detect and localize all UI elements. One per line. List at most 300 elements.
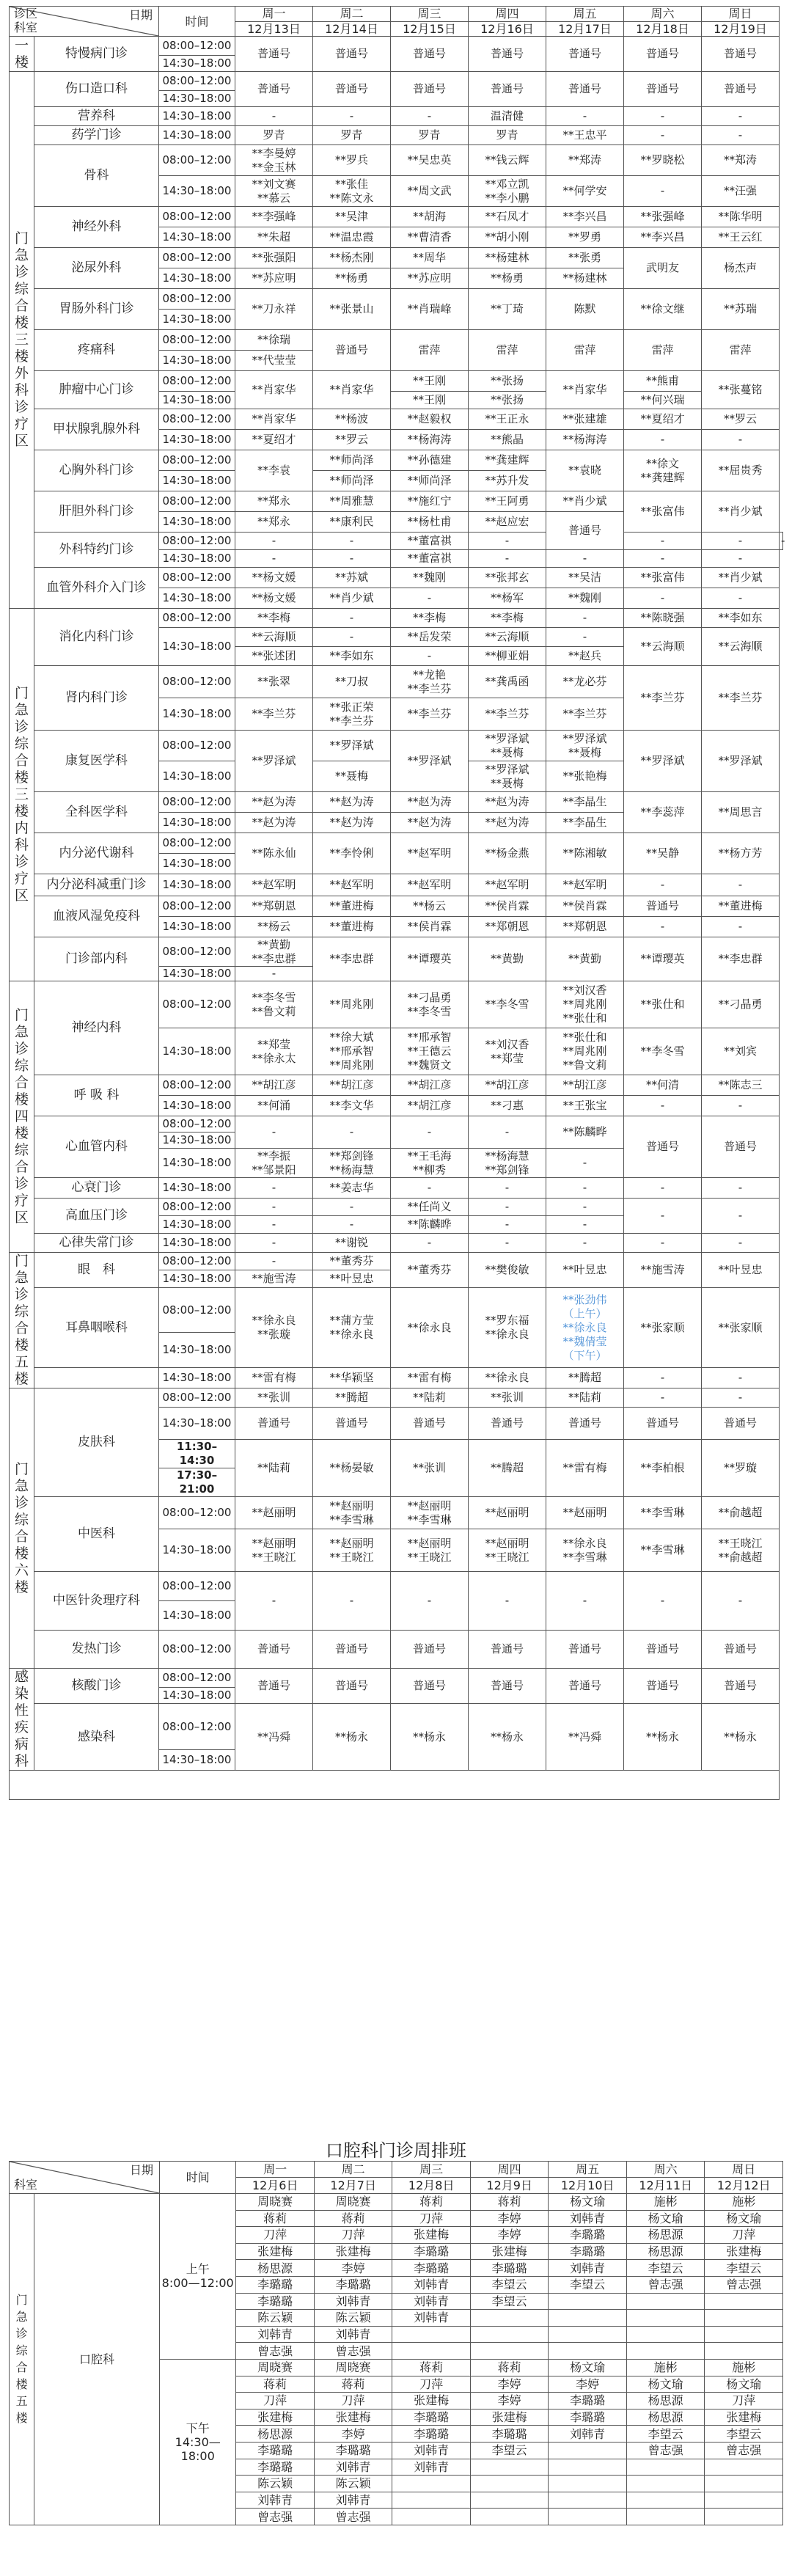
time-slot: 08:00–12:00 xyxy=(159,1288,235,1333)
schedule-cell: **雷有梅 xyxy=(391,1368,469,1388)
header-date: 12月10日 xyxy=(549,2178,627,2194)
schedule-cell xyxy=(705,2326,783,2343)
table-row xyxy=(10,1288,783,1333)
schedule-cell: 李璐璐 xyxy=(392,2243,471,2260)
schedule-cell: 周晓赛 xyxy=(236,2359,315,2376)
time-slot: 14:30–18:00 xyxy=(159,1096,235,1116)
schedule-cell: - xyxy=(469,1234,546,1253)
schedule-cell: 普通号 xyxy=(235,72,313,107)
schedule-cell: **赵应宏 xyxy=(469,512,546,533)
schedule-cell: - xyxy=(235,1199,313,1216)
schedule-cell: **杨波 xyxy=(313,409,391,430)
schedule-cell: - xyxy=(469,1116,546,1149)
schedule-cell: **赵军明 xyxy=(235,874,313,896)
time-slot: 下午 14:30—18:00 xyxy=(159,2359,235,2525)
schedule-cell: 普通号 xyxy=(391,1631,469,1669)
schedule-cell: - xyxy=(469,533,546,550)
schedule-cell: - xyxy=(624,917,702,937)
schedule-cell: **吴忠英 xyxy=(391,145,469,176)
schedule-cell: 雷萍 xyxy=(391,330,469,371)
schedule-cell: 刀萍 xyxy=(314,2393,392,2409)
schedule-cell: **陈永仙 xyxy=(235,833,313,874)
schedule-cell: **李如东 xyxy=(313,647,391,666)
schedule-cell: 刀萍 xyxy=(314,2227,392,2244)
schedule-cell: **赵军明 xyxy=(313,874,391,896)
time-slot: 14:30–18:00 xyxy=(159,1270,235,1288)
schedule-cell: 杨思源 xyxy=(236,2426,315,2443)
dept-label: 肾内科门诊 xyxy=(34,666,159,731)
schedule-cell: **陈麟晔 xyxy=(546,1116,624,1149)
schedule-cell xyxy=(470,2326,549,2343)
dept-label: 全科医学科 xyxy=(34,792,159,833)
time-slot: 08:00–12:00 xyxy=(159,1199,235,1216)
schedule-cell: - xyxy=(546,1149,624,1178)
table-row xyxy=(10,874,783,896)
table-row xyxy=(10,792,783,813)
schedule-cell: **罗泽斌 **聂梅 xyxy=(469,761,546,792)
table-row xyxy=(10,330,783,351)
schedule-cell: - xyxy=(702,126,780,145)
schedule-cell: - xyxy=(546,609,624,628)
schedule-cell xyxy=(392,2492,471,2509)
schedule-cell: **张仕和 xyxy=(624,981,702,1028)
schedule-cell: **罗泽斌 xyxy=(235,731,313,792)
table-row xyxy=(10,2194,783,2211)
schedule-cell: **邢承智 **王德云 **魏贤文 xyxy=(391,1028,469,1075)
schedule-cell: **代莹莹 xyxy=(235,351,313,371)
schedule-cell xyxy=(626,2459,705,2476)
time-slot: 08:00–12:00 xyxy=(159,409,235,430)
schedule-cell: **何清 xyxy=(624,1075,702,1096)
schedule-cell: **胡江彦 xyxy=(313,1075,391,1096)
schedule-cell: 普通号 xyxy=(391,37,469,72)
schedule-cell: **李晶生 xyxy=(546,792,624,813)
schedule-cell: **赵为涛 xyxy=(313,792,391,813)
schedule-cell: 普通号 xyxy=(235,37,313,72)
table-row xyxy=(10,107,783,126)
schedule-cell: **石凤才 xyxy=(469,207,546,227)
table-row xyxy=(10,1631,783,1650)
schedule-cell: 陈云颖 xyxy=(314,2476,392,2492)
schedule-cell: **李梅 xyxy=(235,609,313,628)
schedule-cell: - xyxy=(702,1368,780,1388)
schedule-cell: 李婷 xyxy=(314,2426,392,2443)
schedule-cell: 李璐璐 xyxy=(236,2293,315,2310)
schedule-cell: **李兰芬 xyxy=(235,698,313,731)
schedule-cell xyxy=(392,2509,471,2525)
time-slot: 14:30–18:00 xyxy=(159,967,235,981)
schedule-cell: 蒋莉 xyxy=(470,2359,549,2376)
schedule-cell: - xyxy=(546,1216,624,1234)
schedule-cell: **叶昱忠 xyxy=(702,1253,780,1288)
schedule-cell: 杨文瑜 xyxy=(705,2376,783,2393)
schedule-cell: 普通号 xyxy=(469,72,546,107)
schedule-cell: 张建梅 xyxy=(314,2409,392,2426)
schedule-cell xyxy=(626,2476,705,2492)
schedule-cell: 杨思源 xyxy=(626,2409,705,2426)
schedule-cell: **李梅 xyxy=(469,609,546,628)
schedule-cell: **杨海涛 xyxy=(546,430,624,450)
time-slot: 14:30–18:00 xyxy=(159,854,235,874)
schedule-cell: 雷萍 xyxy=(624,330,702,371)
schedule-cell: - xyxy=(391,1234,469,1253)
table-row xyxy=(10,371,783,392)
schedule-cell: **胡江彦 xyxy=(391,1075,469,1096)
schedule-cell: 张建梅 xyxy=(392,2227,471,2244)
zone-label: 门急诊综合楼五楼 xyxy=(10,2194,34,2525)
schedule-cell: **徐瑞 xyxy=(235,330,313,351)
schedule-cell: 李璐璐 xyxy=(470,2426,549,2443)
schedule-cell xyxy=(470,2343,549,2360)
schedule-cell: **郑朝恩 xyxy=(469,917,546,937)
schedule-cell: **张训 xyxy=(469,1388,546,1408)
dept-label: 血管外科介入门诊 xyxy=(34,568,159,609)
schedule-cell xyxy=(549,2459,627,2476)
time-slot: 08:00–12:00 xyxy=(159,609,235,628)
zone-label: 一楼 xyxy=(10,37,34,72)
schedule-cell: - xyxy=(469,550,546,568)
schedule-cell: 蒋莉 xyxy=(314,2376,392,2393)
schedule-cell: - xyxy=(702,588,780,609)
schedule-cell: **谢锐 xyxy=(313,1234,391,1253)
zone-label: 感染性疾病科 xyxy=(10,1669,34,1771)
table-row xyxy=(10,1116,783,1133)
schedule-cell: 张建梅 xyxy=(236,2409,315,2426)
schedule-cell: 普通号 xyxy=(313,1669,391,1704)
dept-label: 耳鼻咽喉科 xyxy=(34,1288,159,1368)
schedule-cell: 李婷 xyxy=(470,2227,549,2244)
time-slot: 14:30–18:00 xyxy=(159,176,235,207)
schedule-cell: 杨文瑜 xyxy=(549,2194,627,2211)
schedule-cell: 张建梅 xyxy=(236,2243,315,2260)
table-row xyxy=(10,666,783,698)
time-slot: 08:00–12:00 xyxy=(159,450,235,471)
table-row xyxy=(10,533,783,550)
schedule-cell: **康利民 xyxy=(313,512,391,533)
schedule-cell: - xyxy=(624,1368,702,1388)
table-row xyxy=(10,568,783,588)
header-weekday: 周二 xyxy=(314,2162,392,2178)
schedule-cell: **肖少斌 xyxy=(313,588,391,609)
schedule-cell: 李璐璐 xyxy=(392,2260,471,2277)
table-row xyxy=(10,981,783,1028)
schedule-cell: **雷有梅 xyxy=(546,1440,624,1497)
schedule-cell: - xyxy=(235,1116,313,1149)
zone-label: 门急诊综合楼六楼 xyxy=(10,1388,34,1669)
schedule-cell: **张翠 xyxy=(235,666,313,698)
header-date: 12月18日 xyxy=(624,21,702,37)
schedule-cell: - xyxy=(702,1178,780,1199)
schedule-cell: 周晓赛 xyxy=(314,2194,392,2211)
schedule-cell: **赵丽明 **王晓江 xyxy=(469,1529,546,1572)
header-date: 12月16日 xyxy=(469,21,546,37)
schedule-cell: **杨永 xyxy=(391,1704,469,1771)
time-slot: 14:30–18:00 xyxy=(159,761,235,792)
schedule-cell: **赵为涛 xyxy=(313,813,391,833)
table-row xyxy=(10,289,783,310)
schedule-cell: **董秀芬 xyxy=(313,1253,391,1270)
schedule-cell: **罗东福 **徐永良 xyxy=(469,1288,546,1368)
time-slot: 14:30–18:00 xyxy=(159,813,235,833)
schedule-cell: - xyxy=(313,628,391,647)
schedule-cell: **张扬 xyxy=(469,371,546,392)
time-slot: 14:30–18:00 xyxy=(159,227,235,248)
schedule-cell: - xyxy=(235,967,313,981)
schedule-cell: - xyxy=(469,1572,546,1631)
schedule-cell: - xyxy=(546,107,624,126)
header-weekday: 周四 xyxy=(470,2162,549,2178)
dept-label: 疼痛科 xyxy=(34,330,159,371)
schedule-cell: **赵丽明 **李雪琳 xyxy=(313,1497,391,1529)
schedule-cell: 蒋莉 xyxy=(236,2210,315,2227)
schedule-cell: - xyxy=(391,647,469,666)
dept-label: 心血管内科 xyxy=(34,1116,159,1178)
schedule-cell: - xyxy=(702,1199,780,1234)
schedule-cell: **冯舜 xyxy=(235,1704,313,1771)
schedule-cell: **聂梅 xyxy=(313,761,391,792)
schedule-cell: **李雪琳 xyxy=(624,1497,702,1529)
schedule-cell: **云海顺 xyxy=(469,628,546,647)
schedule-cell: **罗泽斌 xyxy=(313,731,391,761)
schedule-cell: - xyxy=(313,609,391,628)
header-dept-label: 科室 xyxy=(14,2178,38,2192)
schedule-cell: - xyxy=(391,1572,469,1631)
schedule-cell: 李婷 xyxy=(470,2376,549,2393)
schedule-cell: **李冬雪 xyxy=(624,1028,702,1075)
schedule-cell: 李望云 xyxy=(470,2276,549,2293)
time-slot: 14:30–18:00 xyxy=(159,1529,235,1572)
schedule-cell: **赵丽明 xyxy=(235,1497,313,1529)
schedule-cell: **柳亚娟 xyxy=(469,647,546,666)
schedule-cell: **刘汉香 **周兆刚 **张仕和 xyxy=(546,981,624,1028)
schedule-cell: 张建梅 xyxy=(314,2243,392,2260)
schedule-cell: **徐永良 xyxy=(469,1368,546,1388)
schedule-cell: - xyxy=(313,1572,391,1631)
schedule-cell: 李璐璐 xyxy=(236,2276,315,2293)
schedule-cell xyxy=(470,2310,549,2327)
schedule-cell xyxy=(626,2326,705,2343)
dept-label: 外科特约门诊 xyxy=(34,533,159,568)
schedule-cell: **李曼婷 **金玉林 xyxy=(235,145,313,176)
schedule-cell: 普通号 xyxy=(624,1116,702,1178)
schedule-cell xyxy=(549,2476,627,2492)
schedule-cell: 施彬 xyxy=(705,2194,783,2211)
schedule-cell: 张建梅 xyxy=(392,2393,471,2409)
schedule-cell: - xyxy=(391,588,469,609)
time-slot: 08:00–12:00 xyxy=(159,371,235,392)
schedule-cell: **李蕊萍 xyxy=(624,792,702,833)
dept-label: 特慢病门诊 xyxy=(34,37,159,72)
schedule-cell: **刁晶勇 **李冬雪 xyxy=(391,981,469,1028)
schedule-cell: **刘宾 xyxy=(702,1028,780,1075)
schedule-cell: **杨云 xyxy=(391,896,469,917)
header-date: 12月7日 xyxy=(314,2178,392,2194)
schedule-cell: **刁惠 xyxy=(469,1096,546,1116)
time-slot: 08:00–12:00 xyxy=(159,289,235,310)
header-date: 12月13日 xyxy=(235,21,313,37)
schedule-cell: **张富伟 xyxy=(624,568,702,588)
schedule-cell: **杨勇 xyxy=(313,268,391,289)
header-date: 12月19日 xyxy=(702,21,780,37)
schedule-cell: 普通号 xyxy=(546,1631,624,1669)
schedule-cell: 蒋莉 xyxy=(470,2194,549,2211)
schedule-cell: 杨思源 xyxy=(236,2260,315,2277)
header-weekday: 周日 xyxy=(702,7,780,22)
schedule-cell xyxy=(470,2509,549,2525)
schedule-cell: **肖家华 xyxy=(313,371,391,409)
schedule-cell: **张蔓铭 xyxy=(702,371,780,409)
schedule-cell: 李婷 xyxy=(470,2210,549,2227)
dept-label: 血液风湿免疫科 xyxy=(34,896,159,937)
schedule-cell: 李望云 xyxy=(626,2260,705,2277)
schedule-cell xyxy=(549,2343,627,2360)
schedule-cell: 普通号 xyxy=(624,1669,702,1704)
schedule-cell xyxy=(705,2476,783,2492)
schedule-cell: 普通号 xyxy=(702,1669,780,1704)
schedule-cell: **肖家华 xyxy=(235,371,313,409)
schedule-cell: - xyxy=(546,1572,624,1631)
schedule-cell: **施雪涛 xyxy=(624,1253,702,1288)
schedule-cell: **罗云 xyxy=(313,430,391,450)
schedule-cell: - xyxy=(546,1178,624,1199)
schedule-cell xyxy=(549,2442,627,2459)
time-slot: 14:30–18:00 xyxy=(159,1216,235,1234)
schedule-cell: **杨晏敏 xyxy=(313,1440,391,1497)
time-slot: 08:00–12:00 xyxy=(159,896,235,917)
schedule-cell: **肖少斌 xyxy=(702,568,780,588)
schedule-cell: **侯肖霖 xyxy=(391,917,469,937)
header-weekday: 周六 xyxy=(626,2162,705,2178)
time-slot: 14:30–18:00 xyxy=(159,107,235,126)
dept-label: 泌尿外科 xyxy=(34,248,159,289)
schedule-cell: **徐文 **龚建辉 xyxy=(624,450,702,491)
schedule-cell: 李璐璐 xyxy=(549,2393,627,2409)
schedule-cell: **罗泽斌 xyxy=(702,731,780,792)
schedule-cell: **肖瑞峰 xyxy=(391,289,469,330)
schedule-cell: **李兰芬 xyxy=(546,698,624,731)
time-slot: 08:00–12:00 xyxy=(159,937,235,967)
schedule-cell: **云海顺 xyxy=(702,628,780,666)
schedule-cell: 普通号 xyxy=(391,1669,469,1704)
schedule-cell: **冯舜 xyxy=(546,1704,624,1771)
schedule-cell: **郑剑锋 **杨海慧 xyxy=(313,1149,391,1178)
schedule-cell: **杨杜甫 xyxy=(391,512,469,533)
table-row xyxy=(10,491,783,512)
schedule-cell: 刀萍 xyxy=(392,2376,471,2393)
table-row xyxy=(10,7,783,22)
schedule-cell xyxy=(626,2293,705,2310)
schedule-cell: **徐永良 xyxy=(391,1288,469,1368)
schedule-cell: **李忠群 xyxy=(702,937,780,981)
schedule-cell: **吴静 xyxy=(624,833,702,874)
time-slot: 08:00–12:00 xyxy=(159,72,235,91)
header-date: 12月9日 xyxy=(470,2178,549,2194)
schedule-cell: **赵丽明 **王晓江 xyxy=(313,1529,391,1572)
schedule-cell: - xyxy=(313,533,391,550)
header-weekday: 周二 xyxy=(313,7,391,22)
schedule-cell: **董富祺 xyxy=(391,533,469,550)
time-slot: 08:00–12:00 xyxy=(159,1388,235,1408)
schedule-cell: **赵为涛 xyxy=(469,813,546,833)
schedule-cell: **李强峰 xyxy=(235,207,313,227)
time-slot: 14:30–18:00 xyxy=(159,1601,235,1631)
schedule-cell: 李璐璐 xyxy=(470,2260,549,2277)
dept-label: 口腔科 xyxy=(34,2194,160,2525)
time-slot: 14:30–18:00 xyxy=(159,1234,235,1253)
schedule-cell: 普通号 xyxy=(469,1408,546,1440)
schedule-cell: - xyxy=(702,874,780,896)
schedule-cell: **李兴昌 xyxy=(624,227,702,248)
schedule-cell xyxy=(470,2459,549,2476)
schedule-cell: 雷萍 xyxy=(469,330,546,371)
schedule-cell: 普通号 xyxy=(313,1408,391,1440)
dept-label: 消化内科门诊 xyxy=(34,609,159,666)
schedule-cell: **李兰芬 xyxy=(624,666,702,731)
dept-label: 胃肠外科门诊 xyxy=(34,289,159,330)
schedule-cell xyxy=(705,2459,783,2476)
schedule-cell: 刘韩青 xyxy=(392,2442,471,2459)
schedule-cell: **张艳梅 xyxy=(546,761,624,792)
schedule-cell: **谭璎英 xyxy=(391,937,469,981)
schedule-cell: **胡江彦 xyxy=(235,1075,313,1096)
schedule-cell: **郑朝恩 xyxy=(546,917,624,937)
schedule-cell: 罗青 xyxy=(469,126,546,145)
schedule-cell: **赵兵 xyxy=(546,647,624,666)
schedule-cell: - xyxy=(546,628,624,647)
schedule-cell: 张建梅 xyxy=(470,2243,549,2260)
schedule-cell: 普通号 xyxy=(546,1669,624,1704)
schedule-cell: - xyxy=(702,107,780,126)
schedule-cell: **腾超 xyxy=(469,1440,546,1497)
schedule-cell: **黄勤 xyxy=(469,937,546,981)
time-slot: 08:00–12:00 xyxy=(159,1704,235,1750)
header-weekday: 周五 xyxy=(546,7,624,22)
schedule-cell: **李兰芬 xyxy=(702,666,780,731)
schedule-cell: **谭璎英 xyxy=(624,937,702,981)
dept-label: 心衰门诊 xyxy=(34,1178,159,1199)
schedule-cell xyxy=(549,2492,627,2509)
schedule-cell: **刁晶勇 xyxy=(702,981,780,1028)
schedule-cell: **董进梅 xyxy=(702,896,780,917)
schedule-cell: 李望云 xyxy=(470,2293,549,2310)
schedule-cell: 陈云颖 xyxy=(236,2476,315,2492)
time-slot: 08:00–12:00 xyxy=(159,1075,235,1096)
schedule-cell: **李如东 xyxy=(702,609,780,628)
schedule-cell: - xyxy=(624,874,702,896)
schedule-cell: **赵军明 xyxy=(391,874,469,896)
schedule-cell: 陈默 xyxy=(546,289,624,330)
dept-label: 内分泌科减重门诊 xyxy=(34,874,159,896)
schedule-cell: **陈志三 xyxy=(702,1075,780,1096)
schedule-cell: **腾超 xyxy=(313,1388,391,1408)
schedule-cell: 杨文瑜 xyxy=(705,2210,783,2227)
schedule-cell: 普通号 xyxy=(235,1408,313,1440)
schedule-cell: 蒋莉 xyxy=(314,2210,392,2227)
schedule-cell: **张佳 **陈文永 xyxy=(313,176,391,207)
table-row xyxy=(10,1704,783,1750)
time-slot: 14:30–18:00 xyxy=(159,874,235,896)
schedule-cell: **罗泽斌 xyxy=(391,731,469,792)
schedule-cell: - xyxy=(702,1096,780,1116)
schedule-cell: **杨海慧 **郑剑锋 xyxy=(469,1149,546,1178)
schedule-cell: 李璐璐 xyxy=(314,2276,392,2293)
schedule-cell: **黄勤 **李忠群 xyxy=(235,937,313,967)
schedule-cell: **张家顺 xyxy=(702,1288,780,1368)
schedule-cell: **赵为涛 xyxy=(235,792,313,813)
time-slot: 14:30–18:00 xyxy=(159,126,235,145)
schedule-cell: **李忠群 xyxy=(313,937,391,981)
schedule-cell: **张建雄 xyxy=(546,409,624,430)
